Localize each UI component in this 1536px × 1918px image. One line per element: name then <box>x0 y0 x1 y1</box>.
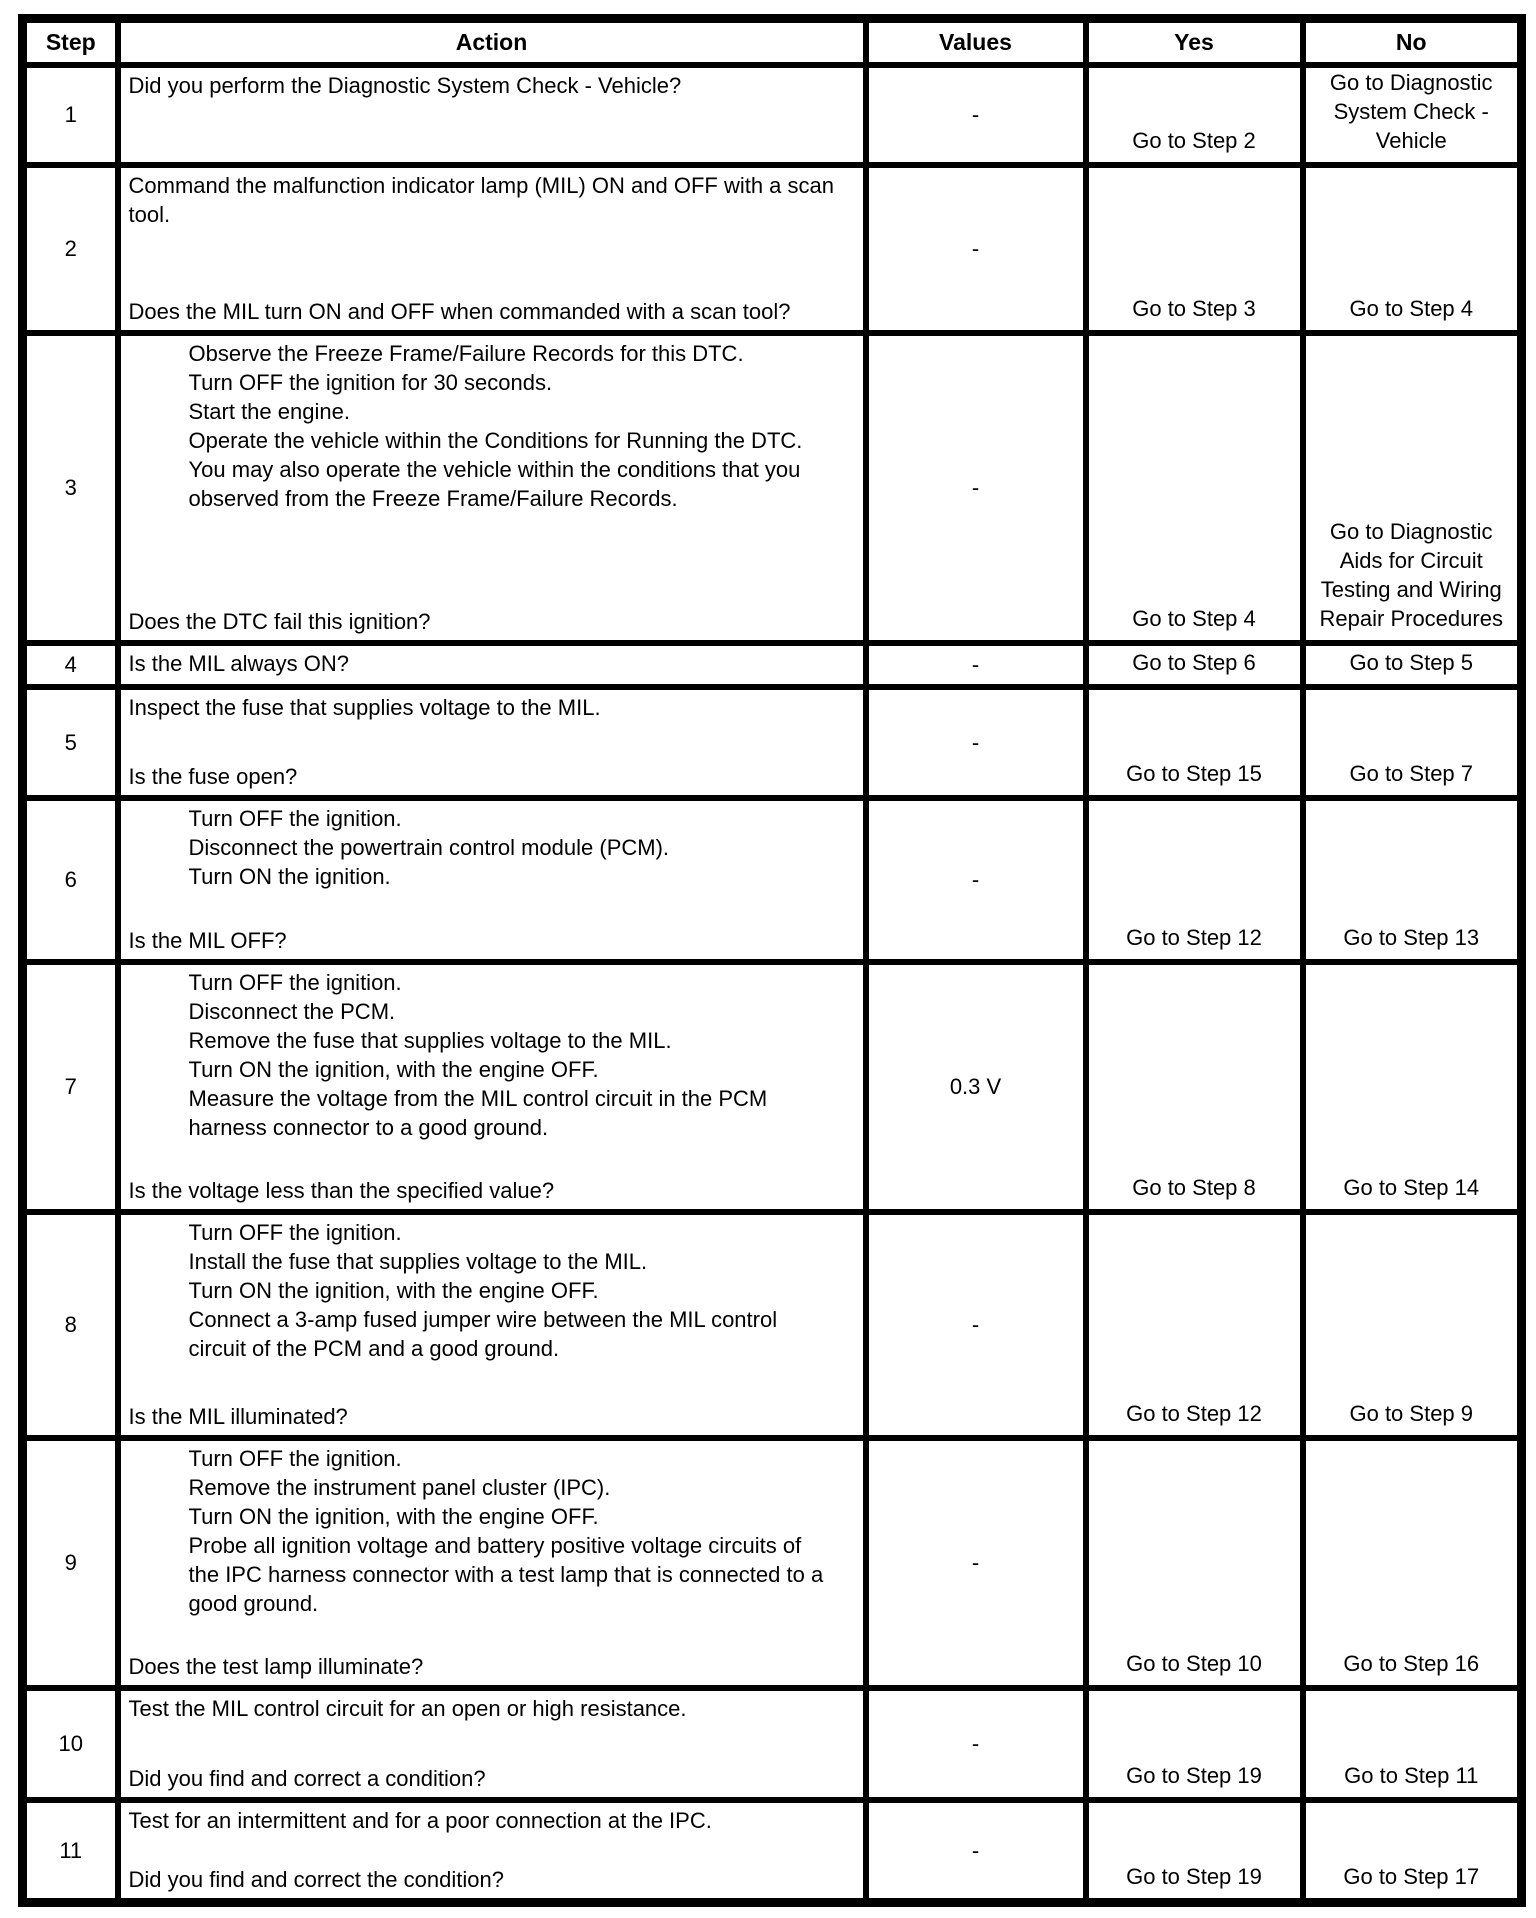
action-step-line: Install the fuse that supplies voltage to the MIL. <box>188 1248 648 1274</box>
step-number-cell <box>23 1688 118 1800</box>
action-step-line: Turn ON the ignition, with the engine OFF. <box>188 1503 599 1529</box>
no-cell <box>1303 798 1522 962</box>
table-row <box>23 333 1522 643</box>
action-question: Is the fuse open? <box>128 763 298 789</box>
action-step-line: Turn ON the ignition. <box>188 863 391 889</box>
values-cell <box>866 1688 1086 1800</box>
value-text: - <box>971 475 980 500</box>
action-step-line: Probe all ignition voltage and battery positive voltage circuits of the IPC harness connector with a test lamp that is connected to a good ground. <box>188 1532 824 1616</box>
yes-cell <box>1086 798 1303 962</box>
step-number: 9 <box>64 1550 77 1575</box>
table-row <box>23 962 1522 1212</box>
header-row <box>23 19 1522 65</box>
yes-text: Go to Step 8 <box>1132 1174 1256 1200</box>
no-cell <box>1303 1438 1522 1688</box>
yes-text: Go to Step 6 <box>1132 649 1256 675</box>
action-steps <box>189 968 834 1142</box>
action-step-line: Remove the fuse that supplies voltage to the MIL. <box>188 1027 672 1053</box>
step-number-cell <box>23 687 118 798</box>
action-cell <box>118 643 866 687</box>
header-yes: Yes <box>1086 19 1303 65</box>
yes-cell <box>1086 65 1303 165</box>
action-step-line: Observe the Freeze Frame/Failure Records for this DTC. <box>188 340 744 366</box>
action-cell <box>118 798 866 962</box>
no-text: Go to Step 9 <box>1349 1400 1474 1426</box>
action-question: Does the test lamp illuminate? <box>128 1653 424 1679</box>
yes-cell <box>1086 165 1303 333</box>
step-number: 2 <box>64 236 77 261</box>
table-row <box>23 643 1522 687</box>
values-cell <box>866 333 1086 643</box>
table-row <box>23 1438 1522 1688</box>
no-text: Go to Diagnostic System Check - Vehicle <box>1329 69 1493 153</box>
no-cell <box>1303 687 1522 798</box>
action-step-line: Turn OFF the ignition. <box>188 969 402 995</box>
action-step-line: Start the engine. <box>188 398 350 424</box>
action-steps <box>189 1218 834 1363</box>
value-text: - <box>971 236 980 261</box>
yes-text: Go to Step 12 <box>1126 924 1262 950</box>
step-number: 6 <box>64 867 77 892</box>
step-number-cell <box>23 1212 118 1438</box>
no-cell <box>1303 333 1522 643</box>
diagnostic-table-body <box>23 65 1522 1903</box>
table-row <box>23 1212 1522 1438</box>
no-text: Go to Step 11 <box>1344 1762 1479 1788</box>
action-intro: Test the MIL control circuit for an open or high resistance. <box>128 1695 687 1721</box>
action-step-line: Disconnect the PCM. <box>188 998 396 1024</box>
step-number-cell <box>23 798 118 962</box>
no-text: Go to Step 5 <box>1349 649 1474 675</box>
header-no: No <box>1303 19 1522 65</box>
value-text: 0.3 V <box>949 1074 1002 1099</box>
step-number: 10 <box>58 1731 83 1756</box>
no-cell <box>1303 1688 1522 1800</box>
action-cell <box>118 65 866 165</box>
value-text: - <box>971 102 980 127</box>
action-cell <box>118 687 866 798</box>
values-cell <box>866 65 1086 165</box>
action-steps <box>189 1444 834 1618</box>
no-text: Go to Step 17 <box>1343 1864 1480 1889</box>
yes-cell <box>1086 687 1303 798</box>
values-cell <box>866 962 1086 1212</box>
table-row <box>23 1800 1522 1903</box>
yes-cell <box>1086 643 1303 687</box>
yes-cell <box>1086 962 1303 1212</box>
value-text: - <box>971 1731 980 1756</box>
no-cell <box>1303 65 1522 165</box>
yes-cell <box>1086 1688 1303 1800</box>
action-step-line: Turn ON the ignition, with the engine OFF. <box>188 1056 599 1082</box>
table-row <box>23 1688 1522 1800</box>
yes-cell <box>1086 1800 1303 1903</box>
yes-text: Go to Step 12 <box>1126 1400 1262 1426</box>
action-step-line: Turn ON the ignition, with the engine OFF. <box>188 1277 599 1303</box>
action-step-line: Remove the instrument panel cluster (IPC). <box>188 1474 611 1500</box>
action-steps <box>189 804 834 891</box>
yes-text: Go to Step 2 <box>1132 127 1256 153</box>
action-step-line: Turn OFF the ignition. <box>188 805 402 831</box>
action-cell <box>118 1212 866 1438</box>
values-cell <box>866 1800 1086 1903</box>
no-text: Go to Step 16 <box>1343 1650 1480 1676</box>
yes-cell <box>1086 1438 1303 1688</box>
values-cell <box>866 643 1086 687</box>
no-text: Go to Step 7 <box>1349 760 1474 786</box>
values-cell <box>866 1212 1086 1438</box>
values-cell <box>866 165 1086 333</box>
action-cell <box>118 165 866 333</box>
value-text: - <box>971 1837 980 1863</box>
step-number-cell <box>23 165 118 333</box>
action-question: Does the DTC fail this ignition? <box>128 608 431 634</box>
action-step-line: Measure the voltage from the MIL control circuit in the PCM harness connector to a good ground. <box>188 1085 768 1140</box>
action-step-line: Disconnect the powertrain control module (PCM). <box>188 834 670 860</box>
value-text: - <box>971 1550 980 1575</box>
step-number: 11 <box>59 1837 83 1863</box>
no-text: Go to Step 14 <box>1343 1174 1480 1200</box>
step-number-cell <box>23 962 118 1212</box>
no-text: Go to Step 4 <box>1349 295 1474 321</box>
step-number: 1 <box>64 102 77 127</box>
value-text: - <box>971 1312 980 1337</box>
action-cell <box>118 1688 866 1800</box>
action-question: Does the MIL turn ON and OFF when commanded with a scan tool? <box>128 298 791 324</box>
values-cell <box>866 798 1086 962</box>
action-question: Is the MIL illuminated? <box>128 1403 348 1429</box>
yes-text: Go to Step 4 <box>1132 605 1256 631</box>
header-step: Step <box>23 19 118 65</box>
table-header <box>23 19 1522 65</box>
step-number-cell <box>23 1438 118 1688</box>
no-cell <box>1303 962 1522 1212</box>
step-number: 3 <box>64 475 77 500</box>
no-text: Go to Step 13 <box>1343 924 1480 950</box>
action-steps <box>189 339 834 513</box>
table-row <box>23 798 1522 962</box>
action-intro: Command the malfunction indicator lamp (MIL) ON and OFF with a scan tool. <box>128 172 834 227</box>
step-number-cell <box>23 333 118 643</box>
yes-text: Go to Step 19 <box>1126 1762 1262 1788</box>
header-action: Action <box>118 19 866 65</box>
yes-text: Go to Step 10 <box>1126 1650 1262 1676</box>
step-number: 4 <box>64 652 77 677</box>
action-intro: Test for an intermittent and for a poor connection at the IPC. <box>128 1807 712 1833</box>
action-intro: Inspect the fuse that supplies voltage to the MIL. <box>128 694 601 720</box>
diagnostic-steps-table <box>18 14 1526 1907</box>
action-cell <box>118 1438 866 1688</box>
step-number-cell <box>23 643 118 687</box>
yes-cell <box>1086 1212 1303 1438</box>
action-cell <box>118 962 866 1212</box>
action-cell <box>118 333 866 643</box>
action-intro: Is the MIL always ON? <box>128 650 349 676</box>
step-number: 8 <box>64 1312 77 1337</box>
action-question: Is the voltage less than the specified value? <box>128 1177 555 1203</box>
yes-text: Go to Step 3 <box>1132 295 1256 321</box>
table-row <box>23 65 1522 165</box>
action-step-line: Turn OFF the ignition for 30 seconds. <box>188 369 553 395</box>
value-text: - <box>971 867 980 892</box>
table-row <box>23 687 1522 798</box>
value-text: - <box>971 729 980 755</box>
values-cell <box>866 687 1086 798</box>
action-intro: Did you perform the Diagnostic System Check - Vehicle? <box>128 72 682 98</box>
no-cell <box>1303 1800 1522 1903</box>
no-cell <box>1303 643 1522 687</box>
no-cell <box>1303 165 1522 333</box>
yes-text: Go to Step 19 <box>1126 1864 1262 1889</box>
step-number-cell <box>23 1800 118 1903</box>
action-step-line: Connect a 3-amp fused jumper wire between the MIL control circuit of the PCM and a good ground. <box>188 1306 778 1361</box>
action-step-line: Turn OFF the ignition. <box>188 1445 402 1471</box>
action-question: Did you find and correct the condition? <box>128 1867 504 1892</box>
action-question: Did you find and correct a condition? <box>128 1765 486 1791</box>
no-text: Go to Diagnostic Aids for Circuit Testing and Wiring Repair Procedures <box>1319 518 1503 631</box>
action-cell <box>118 1800 866 1903</box>
values-cell <box>866 1438 1086 1688</box>
action-step-line: Operate the vehicle within the Conditions for Running the DTC. You may also operate the vehicle within the conditions that you observed from the Freeze Frame/Failure Records. <box>188 427 803 511</box>
action-step-line: Turn OFF the ignition. <box>188 1219 402 1245</box>
action-question: Is the MIL OFF? <box>128 927 287 953</box>
yes-cell <box>1086 333 1303 643</box>
step-number: 7 <box>64 1074 77 1099</box>
step-number-cell <box>23 65 118 165</box>
header-values: Values <box>866 19 1086 65</box>
value-text: - <box>971 652 980 677</box>
step-number: 5 <box>64 729 77 755</box>
table-row <box>23 165 1522 333</box>
no-cell <box>1303 1212 1522 1438</box>
yes-text: Go to Step 15 <box>1126 760 1262 786</box>
